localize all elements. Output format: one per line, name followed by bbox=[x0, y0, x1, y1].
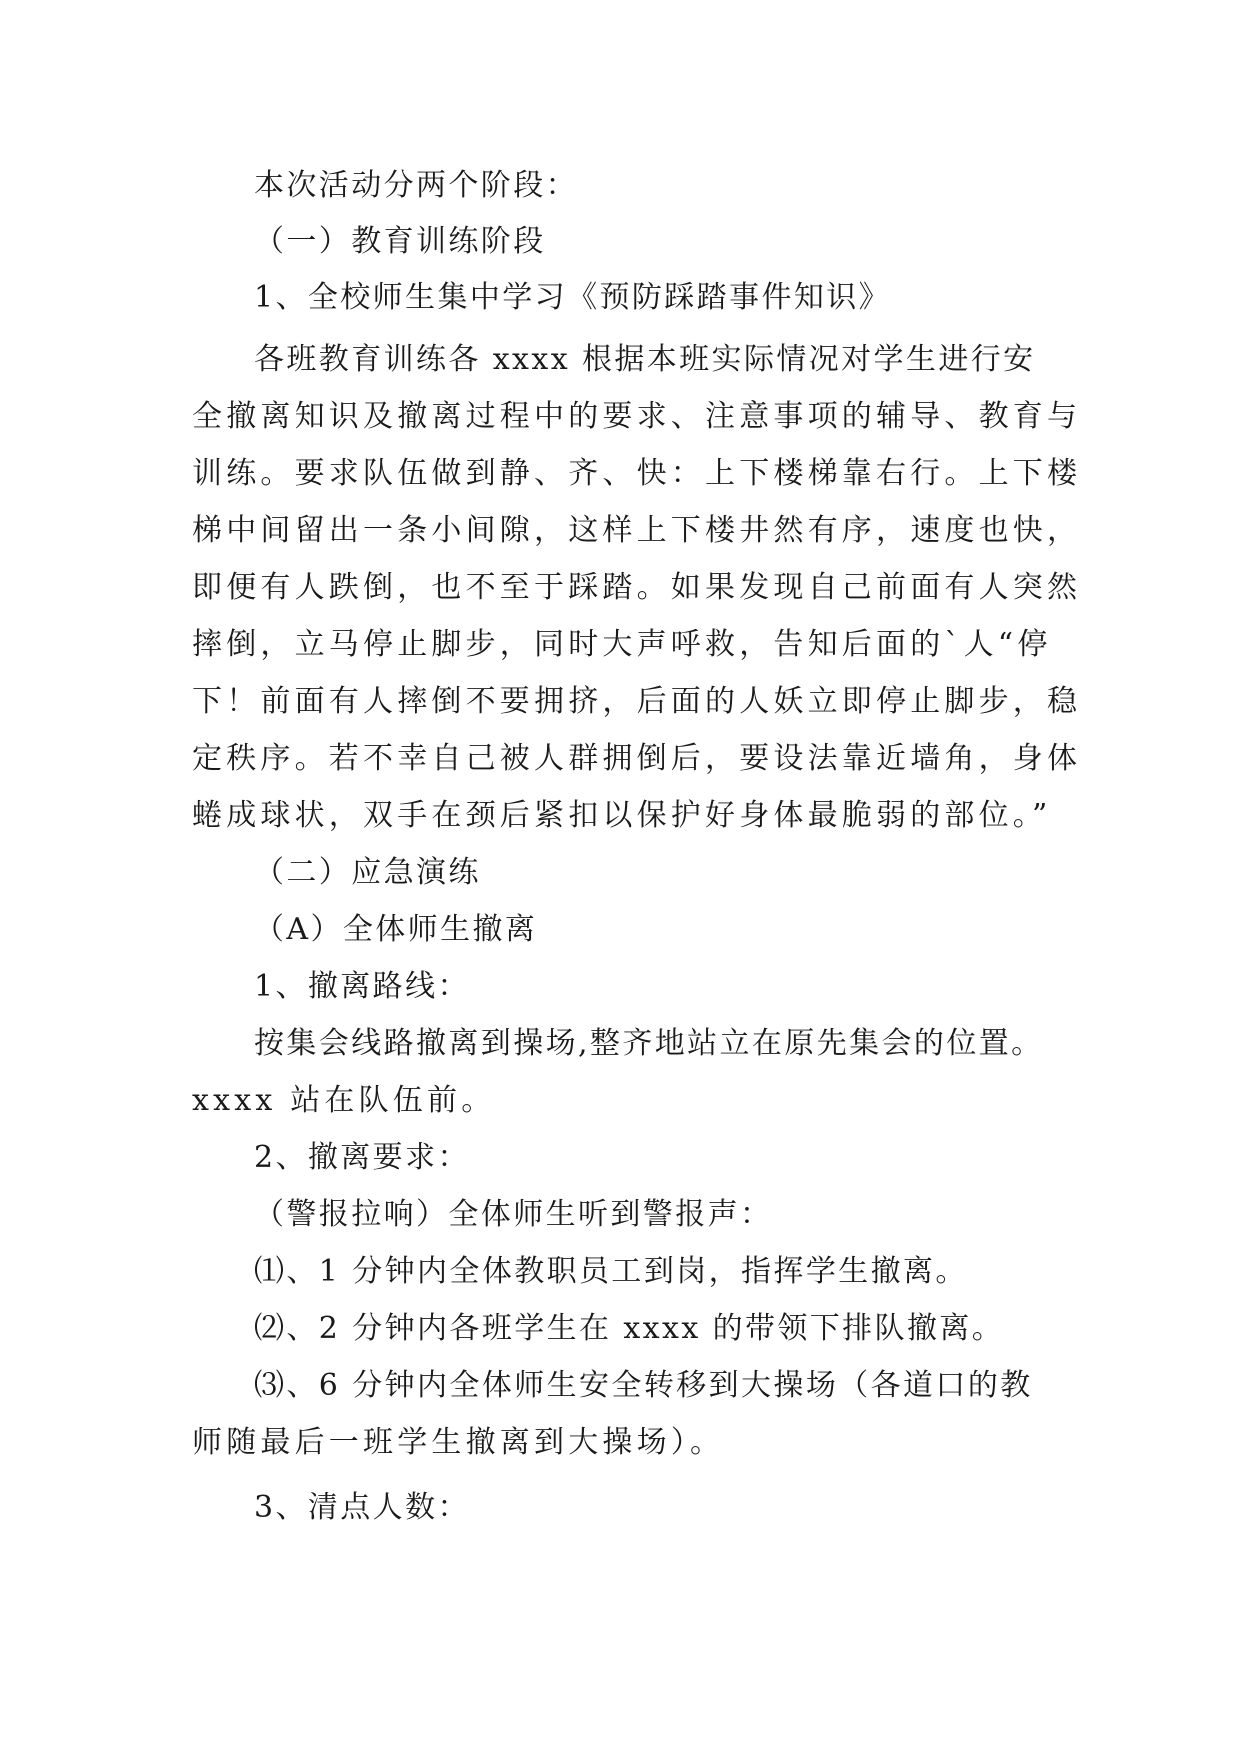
paragraph-line: 各班教育训练各 xxxx 根据本班实际情况对学生进行安 bbox=[254, 342, 1036, 377]
paragraph-line: 即便有人跌倒，也不至于踩踏。如果发现自己前面有人突然 bbox=[192, 570, 1082, 605]
paragraph-line: 全撤离知识及撤离过程中的要求、注意事项的辅导、教育与 bbox=[192, 399, 1082, 434]
list-item: ⑵、2 分钟内各班学生在 xxxx 的带领下排队撤离。 bbox=[254, 1311, 1005, 1346]
paragraph-line: xxxx 站在队伍前。 bbox=[192, 1083, 496, 1118]
paragraph-line: 本次活动分两个阶段： bbox=[254, 168, 578, 203]
paragraph-line: 梯中间留出一条小间隙，这样上下楼井然有序，速度也快， bbox=[192, 513, 1082, 548]
paragraph-line: 蜷成球状，双手在颈后紧扣以保护好身体最脆弱的部位。” bbox=[192, 798, 1052, 833]
subsection-heading: （A）全体师生撤离 bbox=[254, 912, 538, 947]
paragraph-line: 定秩序。若不幸自己被人群拥倒后，要设法靠近墙角，身体 bbox=[192, 741, 1082, 776]
paragraph-line: 摔倒，立马停止脚步，同时大声呼救，告知后面的`人“停 bbox=[192, 627, 1052, 662]
list-item: ⑶、6 分钟内全体师生安全转移到大操场（各道口的教 bbox=[254, 1368, 1033, 1403]
paragraph-line: 1、撤离路线： bbox=[254, 969, 470, 1004]
paragraph-line: 按集会线路撤离到操场,整齐地站立在原先集会的位置。 bbox=[254, 1026, 1044, 1061]
paragraph-line: 训练。要求队伍做到静、齐、快：上下楼梯靠右行。上下楼 bbox=[192, 456, 1082, 491]
section-heading: （一）教育训练阶段 bbox=[254, 224, 546, 259]
paragraph-line: 3、清点人数： bbox=[254, 1490, 470, 1525]
paragraph-line: 下！前面有人摔倒不要拥挤，后面的人妖立即停止脚步，稳 bbox=[192, 684, 1082, 719]
paragraph-line: （警报拉响）全体师生听到警报声： bbox=[254, 1197, 773, 1232]
section-heading: （二）应急演练 bbox=[254, 855, 481, 890]
paragraph-line: 1、全校师生集中学习《预防踩踏事件知识》 bbox=[254, 280, 892, 315]
list-item-continuation: 师随最后一班学生撤离到大操场）。 bbox=[192, 1425, 725, 1460]
paragraph-line: 2、撤离要求： bbox=[254, 1140, 470, 1175]
list-item: ⑴、1 分钟内全体教职员工到岗，指挥学生撤离。 bbox=[254, 1254, 968, 1289]
